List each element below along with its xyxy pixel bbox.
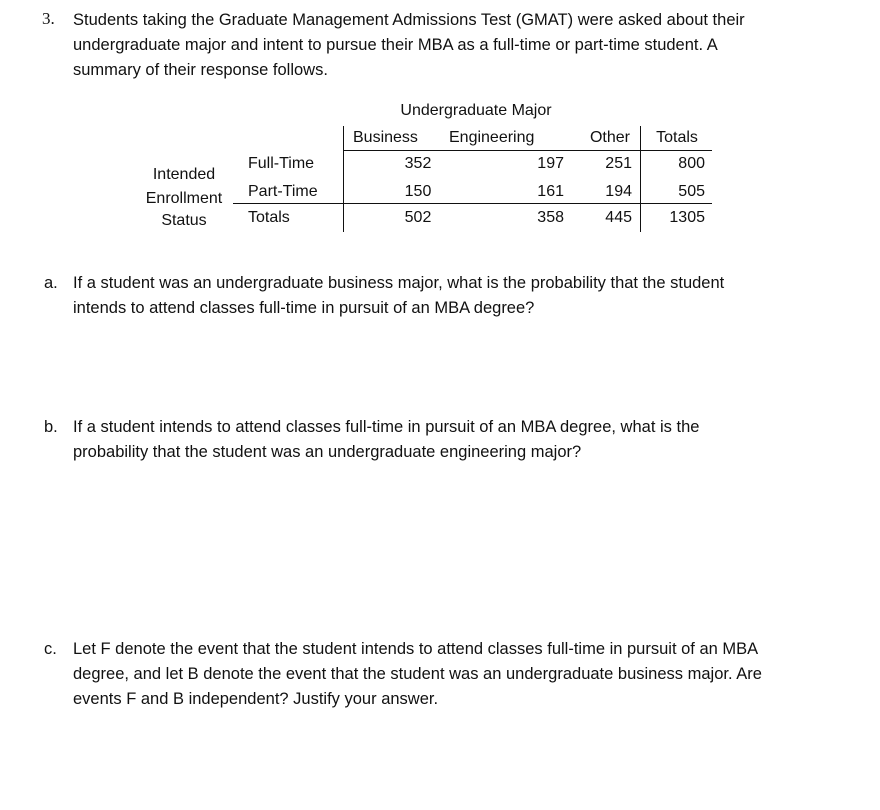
row-label-part-time: Part-Time [248, 183, 318, 200]
table-cell: 800 [678, 155, 705, 172]
table-cell: 358 [537, 209, 564, 226]
table-totals-rule [233, 203, 712, 204]
table-cell: 502 [404, 209, 432, 226]
table-vertical-divider-right [640, 126, 641, 232]
part-b-text: If a student intends to attend classes full-time in pursuit of an MBA degree, what is the probability that the student was an undergraduate engineering major? [73, 418, 700, 461]
table-vertical-divider-left [343, 126, 344, 232]
row-group-label-line3: Status [161, 212, 207, 229]
table-header-rule [343, 150, 712, 151]
part-a-label: a. [44, 274, 58, 292]
question-number: 3. [42, 9, 55, 28]
col-header-totals: Totals [656, 129, 698, 146]
table-cell: 150 [404, 183, 432, 200]
row-group-label-line1: Intended [152, 166, 216, 183]
table-cell: 251 [605, 155, 632, 172]
table-cell: 445 [605, 209, 632, 226]
part-a-text: If a student was an undergraduate business major, what is the probability that the student intends to attend classes full-time in pursuit of an MBA degree? [73, 274, 725, 317]
table-super-header: Undergraduate Major [400, 102, 552, 119]
part-c-label: c. [44, 640, 57, 658]
col-header-other: Other [589, 129, 630, 146]
table-cell: 161 [537, 183, 564, 200]
col-header-engineering: Engineering [449, 129, 535, 146]
table-cell: 1305 [669, 209, 705, 226]
question-text: Students taking the Graduate Management Admissions Test (GMAT) were asked about their undergraduate major and intent to pursue their MBA as a full-time or part-time student. A summary of their response follows. [73, 11, 745, 79]
part-b-label: b. [44, 418, 58, 436]
part-c-text: Let F denote the event that the student intends to attend classes full-time in pursuit of an MBA degree, and let B denote the event that the student was an undergraduate business major. Are events F and B independent? Justify your answer. [73, 640, 762, 708]
row-group-label-line2: Enrollment [145, 190, 223, 207]
row-label-totals: Totals [248, 209, 290, 226]
table-cell: 505 [678, 183, 705, 200]
row-label-full-time: Full-Time [248, 155, 315, 172]
table-cell: 352 [404, 155, 432, 172]
col-header-business: Business [353, 129, 418, 146]
table-cell: 197 [537, 155, 564, 172]
table-cell: 194 [605, 183, 632, 200]
